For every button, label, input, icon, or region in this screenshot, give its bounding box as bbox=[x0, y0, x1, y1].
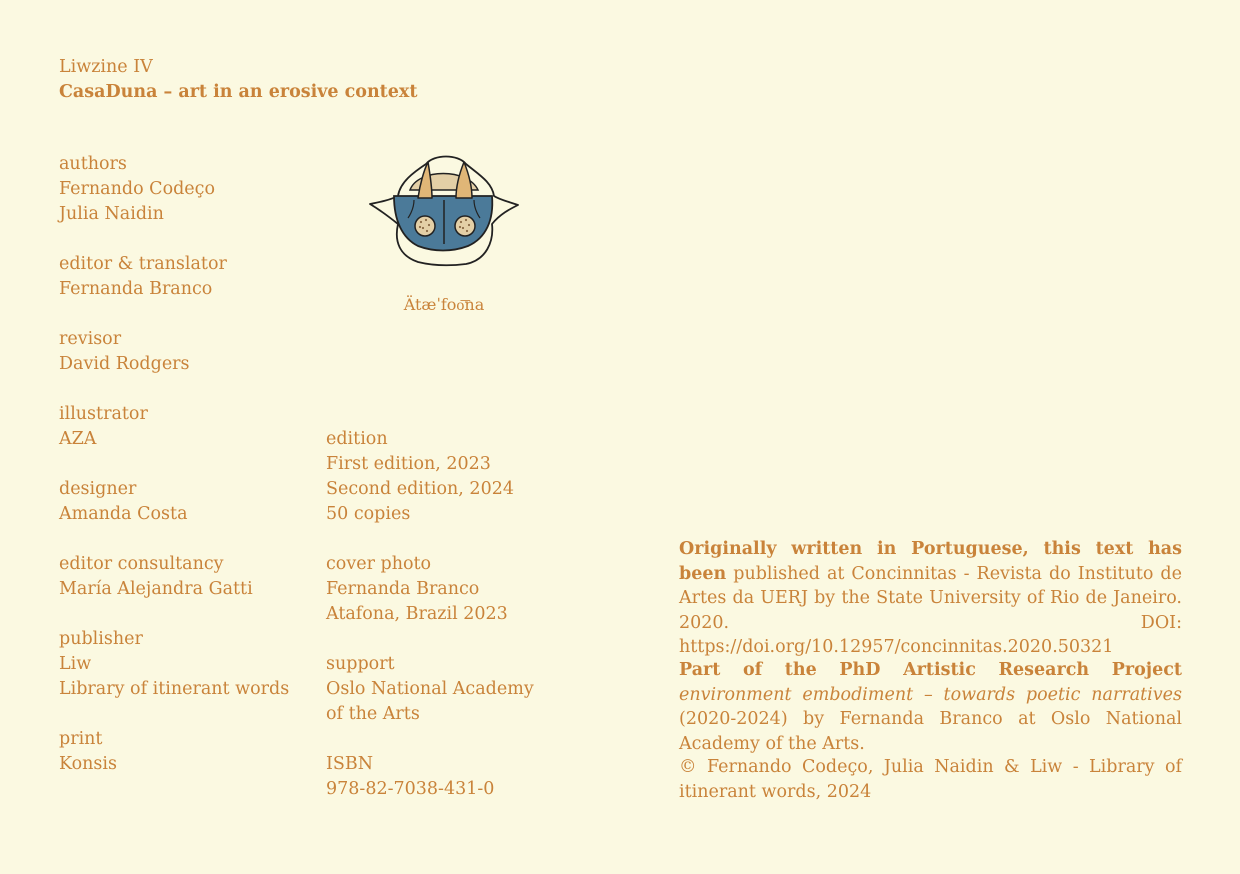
credit-value: Fernando Codeço bbox=[59, 179, 216, 199]
credit-value: Amanda Costa bbox=[59, 504, 188, 524]
original-publication-note bbox=[679, 537, 1182, 660]
project-title: environment embodiment – towards poetic narratives bbox=[679, 684, 1182, 705]
credit-label: support bbox=[326, 654, 395, 674]
research-project-note bbox=[679, 658, 1182, 756]
credit-value: Oslo National Academy bbox=[326, 679, 534, 699]
credit-value: 50 copies bbox=[326, 504, 411, 524]
copyright-note: © Fernando Codeço, Julia Naidin & Liw - Library of itinerant words, 2024 bbox=[679, 757, 1182, 802]
credit-value: Fernanda Branco bbox=[59, 279, 213, 299]
logo-caption: Ätæˈfoo͞na bbox=[403, 295, 485, 314]
series-title: Liwzine IV bbox=[59, 57, 153, 77]
credit-label: publisher bbox=[59, 629, 143, 649]
note-body: (2020-2024) by Fernanda Branco at Oslo National Academy of the Arts. bbox=[679, 709, 1182, 754]
credit-value: First edition, 2023 bbox=[326, 454, 491, 474]
credit-label: print bbox=[59, 729, 103, 749]
credit-value: Library of itinerant words bbox=[59, 679, 290, 699]
credit-value: AZA bbox=[59, 429, 97, 449]
credit-label: editor consultancy bbox=[59, 554, 224, 574]
page-title: CasaDuna – art in an erosive context bbox=[59, 82, 418, 102]
credit-label: edition bbox=[326, 429, 388, 449]
ataefoona-figure-icon bbox=[368, 152, 520, 268]
note-lead: Part of the PhD Artistic Research Project bbox=[679, 660, 1182, 680]
credit-label: authors bbox=[59, 154, 127, 174]
credit-value: Liw bbox=[59, 654, 92, 674]
credit-value: Second edition, 2024 bbox=[326, 479, 514, 499]
credit-value: Julia Naidin bbox=[59, 204, 164, 224]
credit-value: of the Arts bbox=[326, 704, 420, 724]
credit-value: David Rodgers bbox=[59, 354, 190, 374]
note-lead: Originally written in Portuguese, this text has been bbox=[679, 539, 1182, 584]
credit-label: cover photo bbox=[326, 554, 432, 574]
note-body: published at Concinnitas - Revista do Instituto de Artes da UERJ by the State University of Rio de Janeiro. 2020. DOI: https://doi.org/10.12957/concinnitas.2020.50321 bbox=[679, 563, 1182, 657]
credit-label: editor & translator bbox=[59, 254, 227, 274]
credit-value: María Alejandra Gatti bbox=[59, 579, 253, 599]
credit-value: Atafona, Brazil 2023 bbox=[326, 604, 508, 624]
credit-label: designer bbox=[59, 479, 137, 499]
credit-value: Konsis bbox=[59, 754, 117, 774]
credit-value: Fernanda Branco bbox=[326, 579, 480, 599]
credit-label: illustrator bbox=[59, 404, 148, 424]
credit-label: revisor bbox=[59, 329, 122, 349]
credit-value: 978-82-7038-431-0 bbox=[326, 779, 495, 799]
credit-label: ISBN bbox=[326, 754, 374, 774]
